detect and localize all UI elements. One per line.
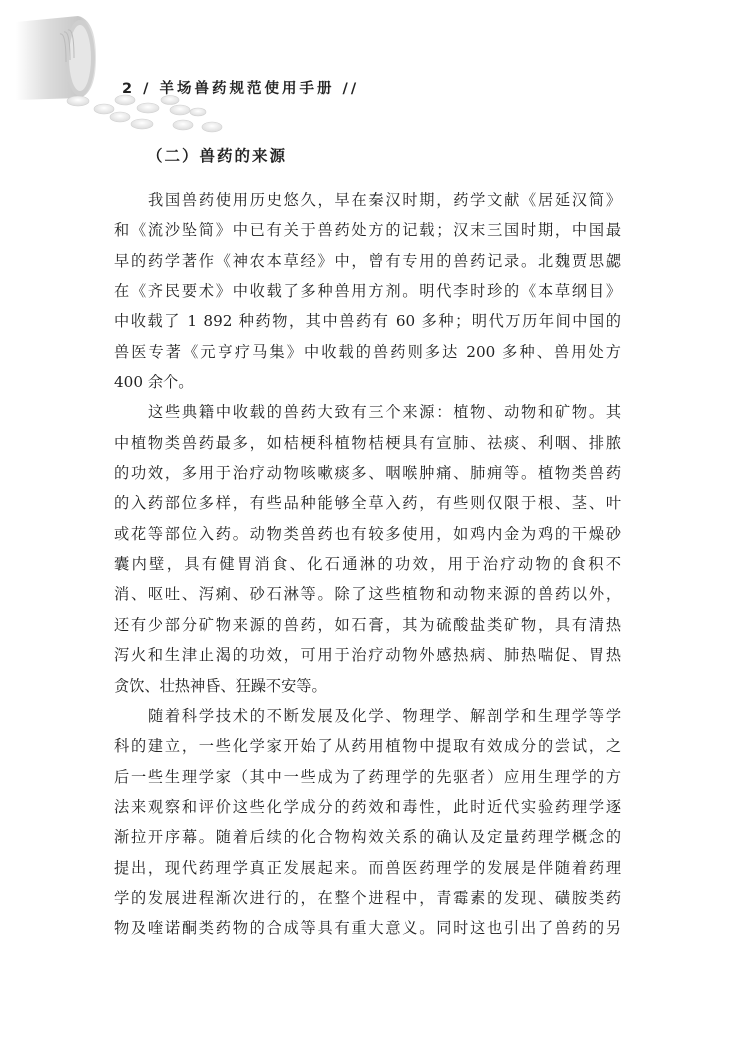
running-header (122, 77, 359, 98)
paragraph-line: 的功效，多用于治疗动物咳嗽痰多、咽喉肿痛、肺痈等。植物类兽药 (114, 464, 621, 483)
paragraph-line: 还有少部分矿物来源的兽药，如石膏，其为硫酸盐类矿物，具有清热 (114, 615, 621, 634)
paragraph-line: 科的建立，一些化学家开始了从药用植物中提取有效成分的尝试，之 (114, 737, 621, 756)
body-text (114, 185, 621, 944)
paragraph-line: 渐拉开序幕。随着后续的化合物构效关系的确认及定量药理学概念的 (114, 828, 621, 847)
paragraph-line: 或花等部位入药。动物类兽药也有较多使用，如鸡内金为鸡的干燥砂 (114, 524, 621, 543)
paragraph-line: 消、呕吐、泻痢、砂石淋等。除了这些植物和动物来源的兽药以外， (114, 585, 621, 604)
running-title: / 羊场兽药规范使用手册 // (143, 81, 360, 97)
section-title: （二）兽药的来源 (147, 147, 288, 165)
paragraph-line: 随着科学技术的不断发展及化学、物理学、解剖学和生理学等学 (148, 706, 621, 725)
paragraph-line: 后一些生理学家（其中一些成为了药理学的先驱者）应用生理学的方 (114, 767, 621, 786)
paragraph-line: 泻火和生津止渴的功效，可用于治疗动物外感热病、肺热喘促、胃热 (114, 646, 621, 665)
paragraph-line: 贪饮、壮热神昏、狂躁不安等。 (114, 676, 327, 695)
paragraph-line: 学的发展进程渐次进行的，在整个进程中，青霉素的发现、磺胺类药 (114, 888, 621, 907)
page-number: 2 (122, 81, 136, 97)
paragraph-line: 兽医专著《元亨疗马集》中收载的兽药则多达 200 多种、兽用处方 (114, 342, 621, 361)
paragraph-line: 这些典籍中收载的兽药大致有三个来源：植物、动物和矿物。其 (148, 403, 621, 422)
paragraph-line: 囊内壁，具有健胃消食、化石通淋的功效，用于治疗动物的食积不 (114, 555, 621, 574)
paragraph-line: 400 余个。 (114, 373, 194, 392)
paragraph-line: 的入药部位多样，有些品种能够全草入药，有些则仅限于根、茎、叶 (114, 494, 621, 513)
paragraph-line: 提出，现代药理学真正发展起来。而兽医药理学的发展是伴随着药理 (114, 858, 621, 877)
pill-bottle-icon (0, 0, 240, 140)
paragraph-line: 早的药学著作《神农本草经》中，曾有专用的兽药记录。北魏贾思勰 (114, 251, 621, 270)
paragraph-line: 物及喹诺酮类药物的合成等具有重大意义。同时这也引出了兽药的另 (114, 919, 621, 938)
paragraph-line: 中植物类兽药最多，如桔梗科植物桔梗具有宣肺、祛痰、利咽、排脓 (114, 433, 621, 452)
paragraph-line: 和《流沙坠简》中已有关于兽药处方的记载；汉末三国时期，中国最 (114, 221, 621, 240)
paragraph-line: 在《齐民要术》中收载了多种兽用方剂。明代李时珍的《本草纲目》 (114, 282, 621, 301)
paragraph-line: 法来观察和评价这些化学成分的药效和毒性，此时近代实验药理学逐 (114, 797, 621, 816)
paragraph-line: 我国兽药使用历史悠久，早在秦汉时期，药学文献《居延汉简》 (148, 191, 621, 209)
paragraph-line: 中收载了 1 892 种药物，其中兽药有 60 多种；明代万历年间中国的 (114, 312, 621, 331)
